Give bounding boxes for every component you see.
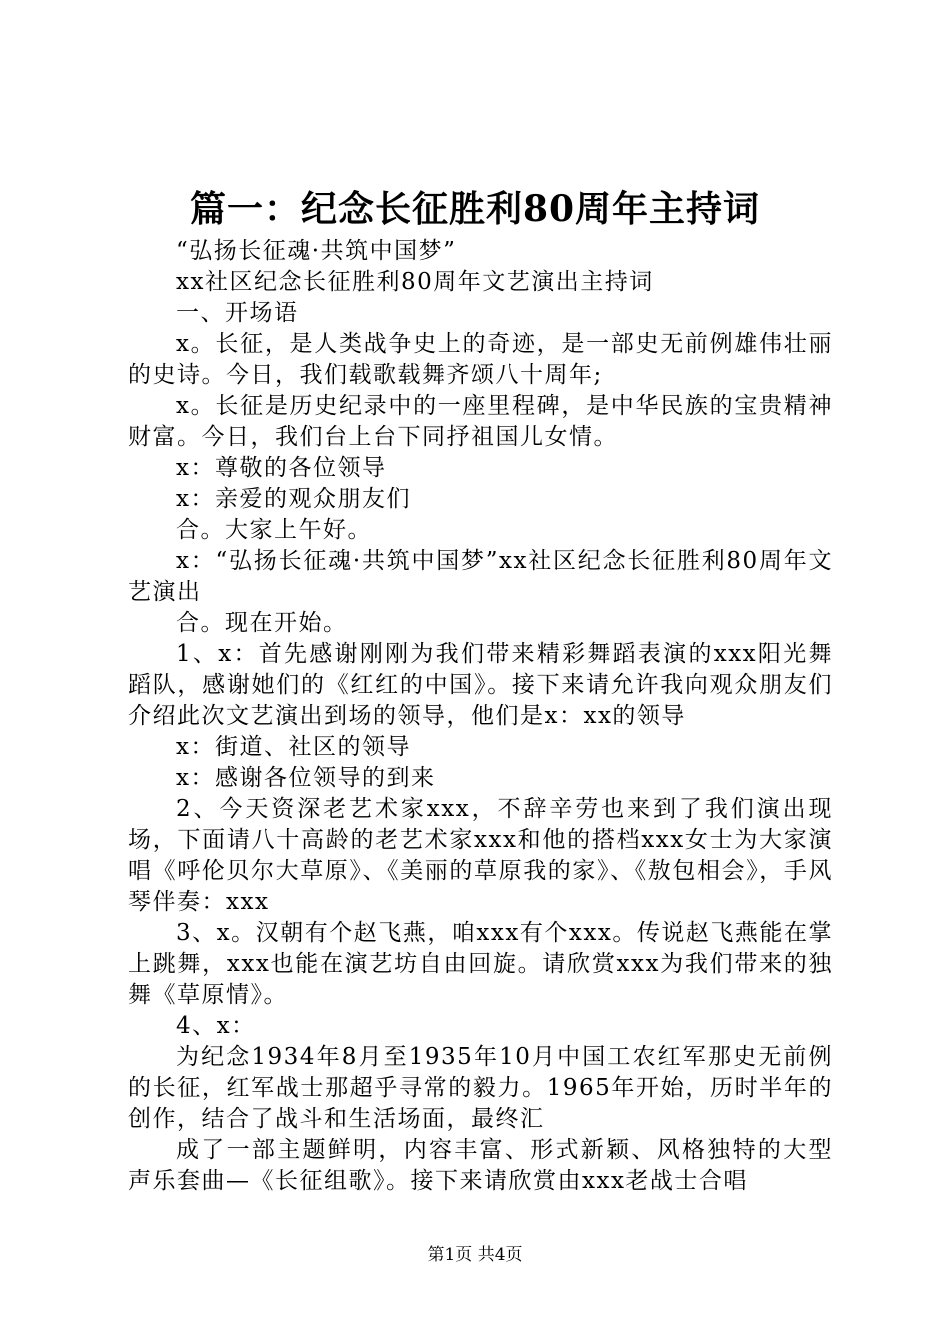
paragraph: x：街道、社区的领导 [176,734,411,760]
paragraph: 4、x： [176,1013,256,1039]
paragraph: x：亲爱的观众朋友们 [176,486,411,512]
paragraph: 合。大家上午好。 [176,517,372,543]
paragraph: 2、今天资深老艺术家xxx，不辞辛劳也来到了我们演出现场，下面请八十高龄的老艺术家xxx和他的搭档xxx女士为大家演唱《呼伦贝尔大草原》、《美丽的草原我的家》、《敖包相会》，手风琴伴奏：xxx [128,796,833,915]
paragraph-subtitle: xx社区纪念长征胜利80周年文艺演出主持词 [176,269,654,295]
paragraph: x：尊敬的各位领导 [176,455,387,481]
paragraph: x：“弘扬长征魂·共筑中国梦”xx社区纪念长征胜利80周年文艺演出 [128,548,833,605]
paragraph-section-heading: 一、开场语 [176,300,299,326]
paragraph: x。长征是历史纪录中的一座里程碑，是中华民族的宝贵精神财富。今日，我们台上台下同抒祖国儿女情。 [128,393,833,450]
paragraph: x：感谢各位领导的到来 [176,765,436,791]
paragraph: 成了一部主题鲜明，内容丰富、形式新颖、风格独特的大型声乐套曲—《长征组歌》。接下来请欣赏由xxx老战士合唱 [128,1137,833,1194]
document-body [128,236,833,1197]
paragraph-slogan: “弘扬长征魂·共筑中国梦” [176,238,457,264]
paragraph: 1、x：首先感谢刚刚为我们带来精彩舞蹈表演的xxx阳光舞蹈队，感谢她们的《红红的中国》。接下来请允许我向观众朋友们介绍此次文艺演出到场的领导，他们是x：xx的领导 [128,641,833,729]
paragraph: 3、x。汉朝有个赵飞燕，咱xxx有个xxx。传说赵飞燕能在掌上跳舞，xxx也能在演艺坊自由回旋。请欣赏xxx为我们带来的独舞《草原情》。 [128,920,833,1008]
page-number-footer: 第1页 共4页 [427,1245,523,1265]
paragraph: 为纪念1934年8月至1935年10月中国工农红军那史无前例的长征，红军战士那超乎寻常的毅力。1965年开始，历时半年的创作，结合了战斗和生活场面，最终汇 [128,1044,833,1132]
paragraph: x。长征，是人类战争史上的奇迹，是一部史无前例雄伟壮丽的史诗。今日，我们载歌载舞齐颂八十周年; [128,331,833,388]
document-title: 篇一：纪念长征胜利80周年主持词 [189,188,761,230]
paragraph: 合。现在开始。 [176,610,348,636]
